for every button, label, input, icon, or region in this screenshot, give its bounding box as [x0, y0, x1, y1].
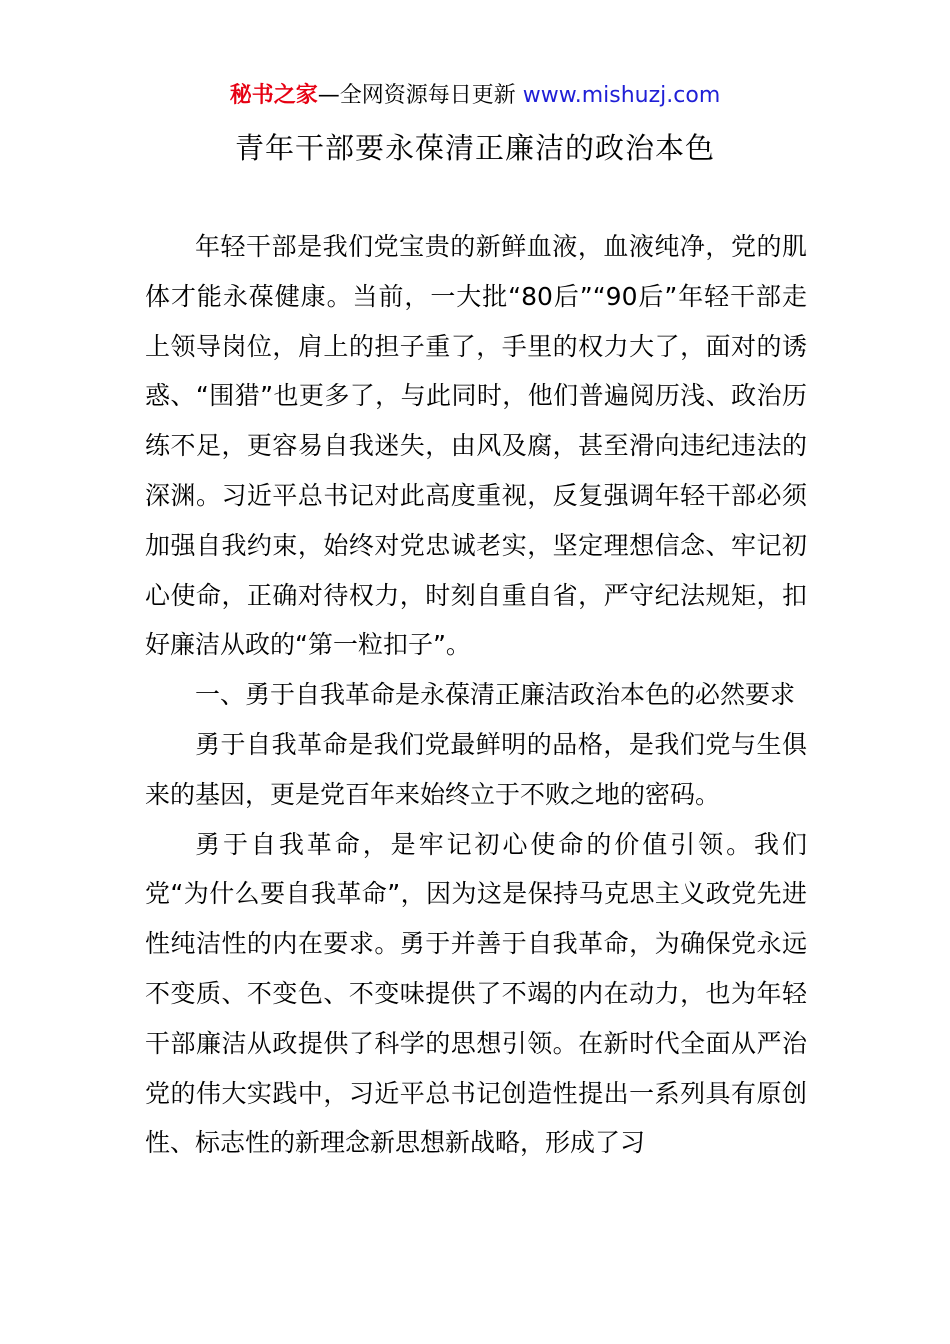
header-tagline: —全网资源每日更新 [317, 83, 523, 108]
section-heading-1: 一、勇于自我革命是永葆清正廉洁政治本色的必然要求 [195, 680, 796, 710]
document-body [145, 222, 807, 1168]
paragraph-intro: 年轻干部是我们党宝贵的新鲜血液，血液纯净，党的肌体才能永葆健康。当前，一大批“80后”“90后”年轻干部走上领导岗位，肩上的担子重了，手里的权力大了，面对的诱惑、“围猎”也更多了，与此同时，他们普遍阅历浅、政治历练不足，更容易自我迷失，由风及腐，甚至滑向违纪违法的深渊。习近平总书记对此高度重视，反复强调年轻干部必须加强自我约束，始终对党忠诚老实，坚定理想信念、牢记初心使命，正确对待权力，时刻自重自省，严守纪法规矩，扣好廉洁从政的“第一粒扣子”。 [145, 232, 807, 660]
paragraph-3: 勇于自我革命，是牢记初心使命的价值引领。我们党“为什么要自我革命”，因为这是保持马克思主义政党先进性纯洁性的内在要求。勇于并善于自我革命，为确保党永远不变质、不变色、不变味提供了不竭的内在动力，也为年轻干部廉洁从政提供了科学的思想引领。在新时代全面从严治党的伟大实践中，习近平总书记创造性提出一系列具有原创性、标志性的新理念新思想新战略，形成了习 [145, 829, 807, 1158]
brand-name: 秘书之家 [229, 83, 318, 108]
site-url[interactable]: www.mishuzj.com [522, 83, 721, 108]
site-header [0, 80, 950, 112]
document-title: 青年干部要永葆清正廉洁的政治本色 [234, 131, 715, 165]
paragraph-2: 勇于自我革命是我们党最鲜明的品格，是我们党与生俱来的基因，更是党百年来始终立于不败之地的密码。 [145, 729, 807, 809]
